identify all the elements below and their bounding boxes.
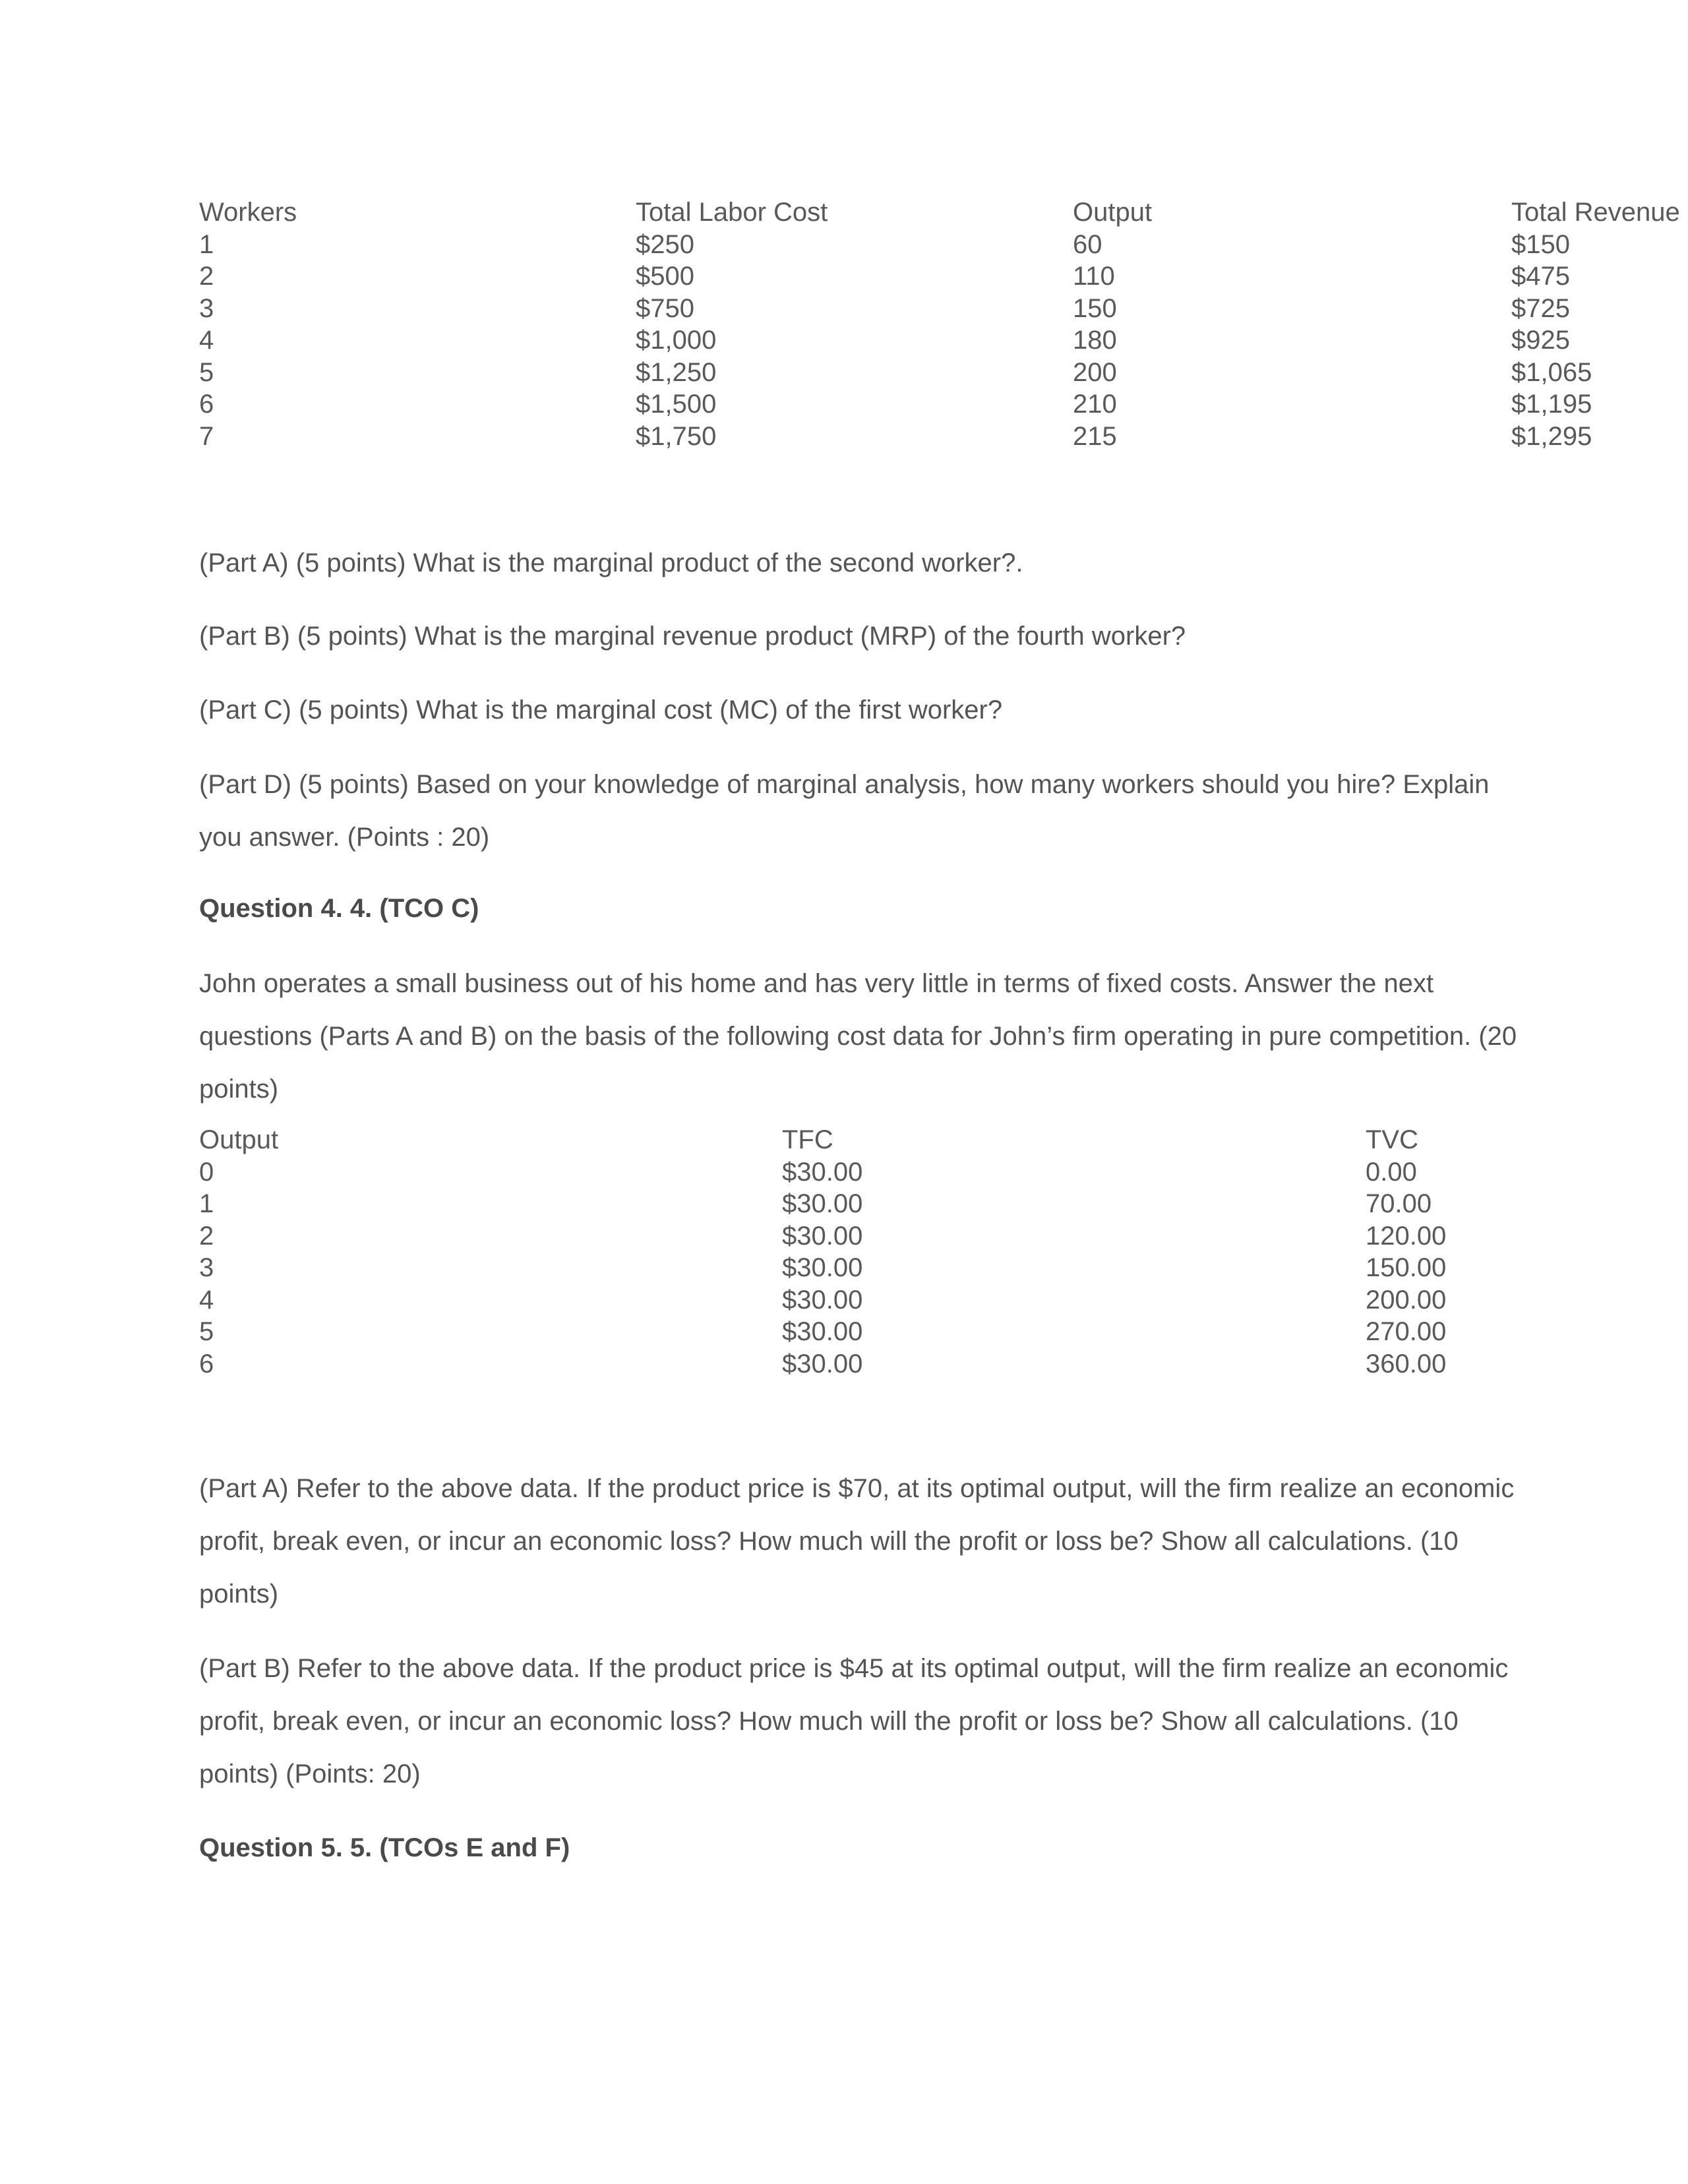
table2-cell: $30.00: [782, 1317, 863, 1346]
question4-heading: Question 4. 4. (TCO C): [199, 894, 479, 923]
table1-output-column: [1073, 196, 1152, 452]
table2-cell: 200.00: [1366, 1285, 1447, 1314]
table1-cell: $1,000: [636, 326, 717, 355]
table1-header-total-labor-cost: Total Labor Cost: [636, 198, 828, 227]
table1-cell: 60: [1073, 229, 1102, 259]
table2-cell: 6: [199, 1349, 214, 1378]
table1-labor-cost-column: [636, 196, 828, 452]
q4-intro: John operates a small business out of his home and has very little in terms of fixed costs. Answer the next questions (Parts A and B) on the basis of the following cost data for John’s firm operating in pure competition. (20 points): [199, 969, 1517, 1104]
table2-tfc-column: [782, 1124, 862, 1380]
table2-cell: 3: [199, 1253, 214, 1282]
table1-header-total-revenue: Total Revenue: [1511, 198, 1680, 227]
table2-cell: 2: [199, 1221, 214, 1251]
q4-part-a: (Part A) Refer to the above data. If the product price is $70, at its optimal output, will the firm realize an economic profit, break even, or incur an economic loss? How much will the profit or loss be? Show all calculations. (10 points): [199, 1474, 1515, 1608]
table1-cell: $925: [1511, 326, 1570, 355]
table2-cell: $30.00: [782, 1189, 863, 1218]
table1-cell: 180: [1073, 326, 1117, 355]
table2-cell: 0.00: [1366, 1157, 1417, 1187]
table1-cell: 7: [199, 421, 214, 451]
table2-cell: 70.00: [1366, 1189, 1432, 1218]
table1-header-workers: Workers: [199, 198, 297, 227]
table1-cell: $1,750: [636, 421, 717, 451]
q3-part-b: (Part B) (5 points) What is the marginal revenue product (MRP) of the fourth worker?: [199, 622, 1186, 651]
table2-cell: $30.00: [782, 1157, 863, 1187]
table2-cell: $30.00: [782, 1221, 863, 1251]
table1-cell: 110: [1073, 262, 1115, 291]
q3-part-c: (Part C) (5 points) What is the marginal cost (MC) of the first worker?: [199, 695, 1003, 724]
table1-cell: $500: [636, 262, 694, 291]
table2-header-output: Output: [199, 1125, 279, 1154]
table1-cell: $475: [1511, 262, 1570, 291]
table2-cell: 1: [199, 1189, 214, 1218]
table1-cell: $1,065: [1511, 357, 1592, 387]
table1-cell: 2: [199, 262, 214, 291]
table1-cell: 1: [199, 229, 214, 259]
table1-cell: 4: [199, 326, 214, 355]
table2-cell: 120.00: [1366, 1221, 1447, 1251]
question5-heading: Question 5. 5. (TCOs E and F): [199, 1833, 570, 1862]
table1-cell: $725: [1511, 293, 1570, 323]
q4-part-b: (Part B) Refer to the above data. If the product price is $45 at its optimal output, will the firm realize an economic profit, break even, or incur an economic loss? How much will the profit or loss be? Show all calculations. (10 points) (Points: 20): [199, 1654, 1509, 1788]
q3-part-d: (Part D) (5 points) Based on your knowledge of marginal analysis, how many workers should you hire? Explain you answer. (Points : 20): [199, 770, 1490, 852]
table2-cell: 360.00: [1366, 1349, 1447, 1378]
table2-cell: 4: [199, 1285, 214, 1314]
table1-cell: $1,295: [1511, 421, 1592, 451]
table1-header-output: Output: [1073, 198, 1153, 227]
table2-header-tvc: TVC: [1366, 1125, 1418, 1154]
table1-cell: 215: [1073, 421, 1117, 451]
table1-workers-column: [199, 196, 297, 452]
table2-cell: 0: [199, 1157, 214, 1187]
table1-cell: 210: [1073, 390, 1117, 419]
table1-cell: 200: [1073, 357, 1117, 387]
table2-tvc-column: [1366, 1124, 1446, 1380]
table1-cell: $1,500: [636, 390, 717, 419]
table1-cell: 3: [199, 293, 214, 323]
table2-cell: $30.00: [782, 1253, 863, 1282]
table2-cell: $30.00: [782, 1285, 863, 1314]
table1-cell: $150: [1511, 229, 1570, 259]
table2-output-column: [199, 1124, 278, 1380]
table2-cell: 270.00: [1366, 1317, 1447, 1346]
table1-cell: $750: [636, 293, 694, 323]
table2-cell: $30.00: [782, 1349, 863, 1378]
table2-header-tfc: TFC: [782, 1125, 833, 1154]
table2-cell: 5: [199, 1317, 214, 1346]
table1-cell: 6: [199, 390, 214, 419]
table1-cell: 150: [1073, 293, 1117, 323]
table2-cell: 150.00: [1366, 1253, 1447, 1282]
table1-cell: 5: [199, 357, 214, 387]
table1-cell: $1,250: [636, 357, 717, 387]
table1-revenue-column: [1511, 196, 1680, 452]
q3-part-a: (Part A) (5 points) What is the marginal product of the second worker?.: [199, 548, 1023, 577]
table1-cell: $250: [636, 229, 694, 259]
table1-cell: $1,195: [1511, 390, 1592, 419]
